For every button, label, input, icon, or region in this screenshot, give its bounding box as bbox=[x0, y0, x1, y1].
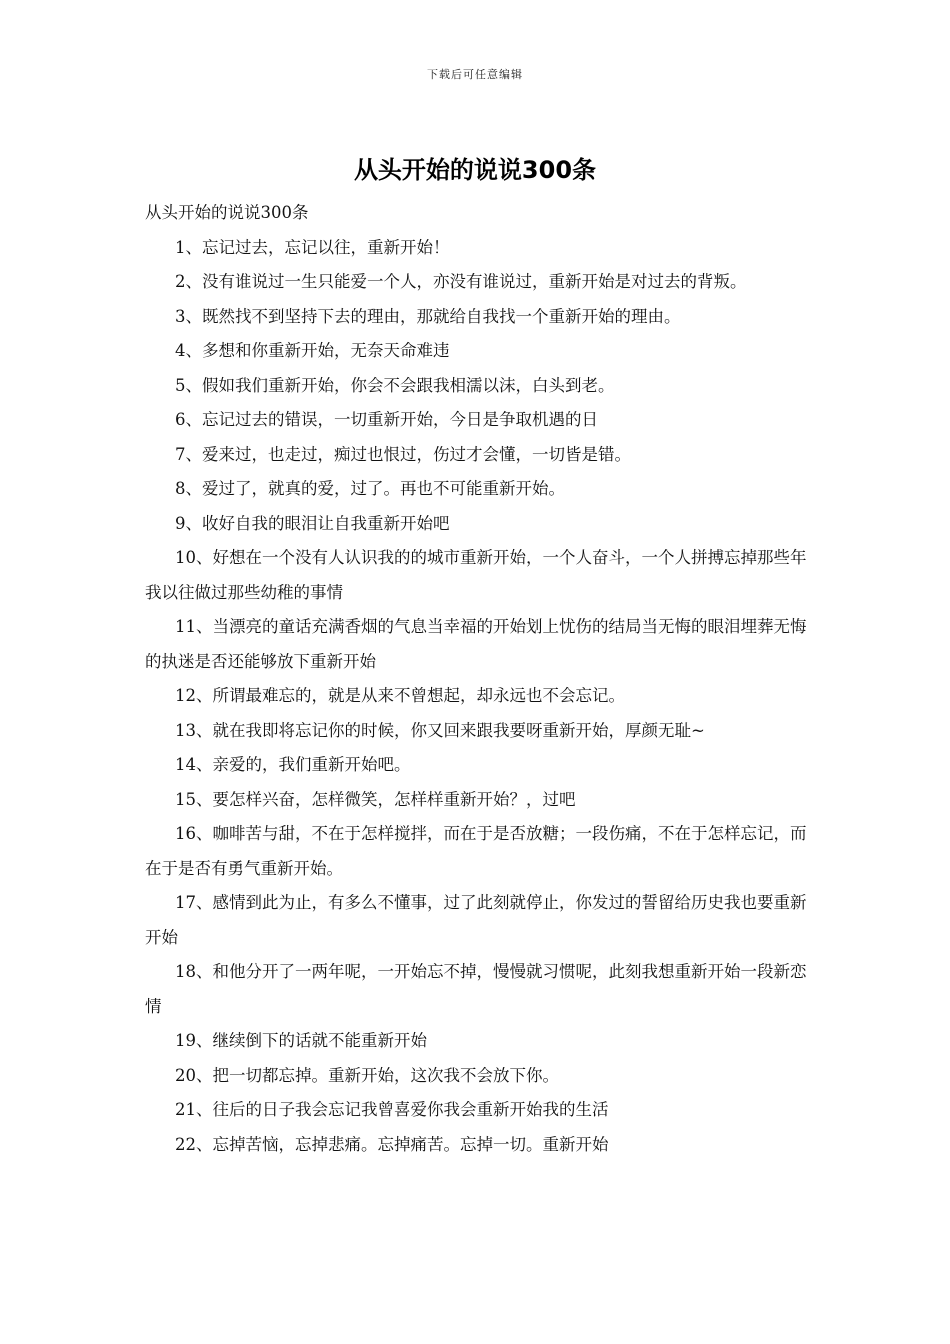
list-item: 9、收好自我的眼泪让自我重新开始吧 bbox=[175, 513, 450, 533]
list-item: 7、爱来过，也走过，痴过也恨过，伤过才会懂，一切皆是错。 bbox=[175, 444, 631, 464]
saying-list bbox=[145, 231, 810, 1163]
list-item: 14、亲爱的，我们重新开始吧。 bbox=[175, 755, 411, 774]
list-item: 2、没有谁说过一生只能爱一个人，亦没有谁说过，重新开始是对过去的背叛。 bbox=[175, 272, 747, 291]
list-item: 12、所谓最难忘的，就是从来不曾想起，却永远也不会忘记。 bbox=[175, 686, 625, 705]
list-item: 13、就在我即将忘记你的时候，你又回来跟我要呀重新开始，厚颜无耻~ bbox=[175, 720, 705, 740]
list-item: 17、感情到此为止，有多么不懂事，过了此刻就停止，你发过的誓留给历史我也要重新开始 bbox=[145, 893, 807, 947]
document-body bbox=[145, 196, 810, 1162]
list-item: 20、把一切都忘掉。重新开始，这次我不会放下你。 bbox=[175, 1065, 559, 1085]
list-item: 15、要怎样兴奋，怎样微笑，怎样样重新开始？，过吧 bbox=[175, 789, 576, 809]
document-subtitle: 从头开始的说说300条 bbox=[145, 203, 309, 222]
list-item: 16、咖啡苦与甜，不在于怎样搅拌，而在于是否放糖；一段伤痛，不在于怎样忘记，而在于是否有勇气重新开始。 bbox=[145, 824, 807, 878]
list-item: 8、爱过了，就真的爱，过了。再也不可能重新开始。 bbox=[175, 479, 565, 498]
list-item: 6、忘记过去的错误，一切重新开始，今日是争取机遇的日 bbox=[175, 410, 598, 429]
list-item: 4、多想和你重新开始，无奈天命难违 bbox=[175, 341, 450, 360]
list-item: 1、忘记过去，忘记以往，重新开始！ bbox=[175, 237, 450, 257]
page-title: 从头开始的说说300条 bbox=[353, 156, 597, 184]
list-item: 5、假如我们重新开始，你会不会跟我相濡以沫，白头到老。 bbox=[175, 375, 615, 395]
list-item: 22、忘掉苦恼，忘掉悲痛。忘掉痛苦。忘掉一切。重新开始 bbox=[175, 1134, 609, 1154]
list-item: 10、好想在一个没有人认识我的的城市重新开始，一个人奋斗，一个人拼搏忘掉那些年我以往做过那些幼稚的事情 bbox=[145, 548, 807, 602]
list-item: 18、和他分开了一两年呢，一开始忘不掉，慢慢就习惯呢，此刻我想重新开始一段新恋情 bbox=[145, 962, 807, 1016]
list-item: 19、继续倒下的话就不能重新开始 bbox=[175, 1031, 427, 1050]
list-item: 3、既然找不到坚持下去的理由，那就给自我找一个重新开始的理由。 bbox=[175, 306, 681, 326]
list-item: 11、当漂亮的童话充满香烟的气息当幸福的开始划上忧伤的结局当无悔的眼泪埋葬无悔的执迷是否还能够放下重新开始 bbox=[145, 617, 807, 671]
list-item: 21、往后的日子我会忘记我曾喜爱你我会重新开始我的生活 bbox=[175, 1100, 609, 1119]
header-note: 下载后可任意编辑 bbox=[427, 68, 523, 81]
